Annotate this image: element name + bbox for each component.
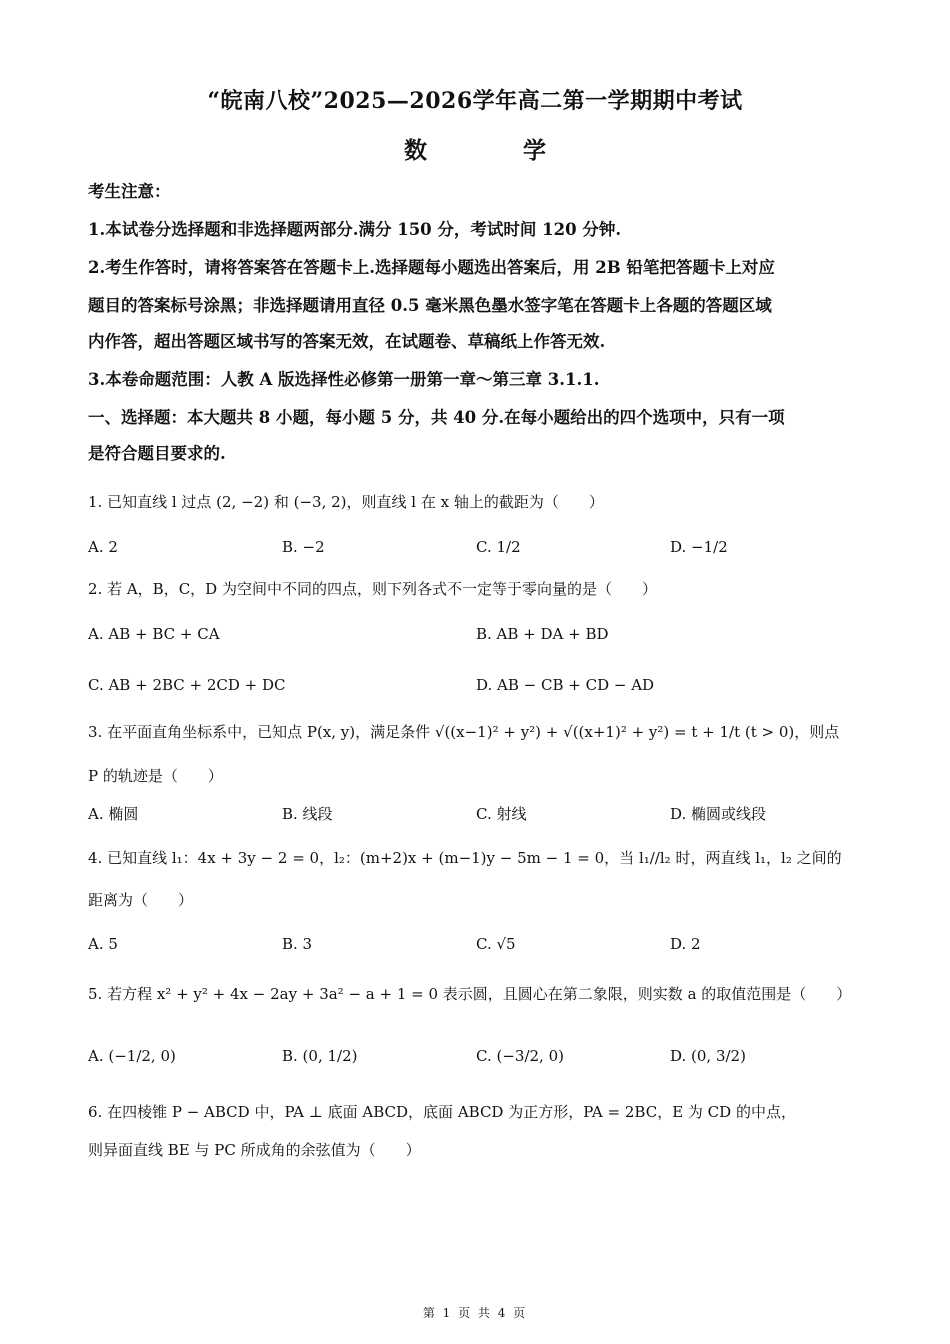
question-6-line-2: 则异面直线 BE 与 PC 所成角的余弦值为（ ）: [88, 1141, 421, 1159]
q2-option-d: D. AB − CB + CD − AD: [476, 676, 655, 694]
page-footer: 第 1 页 共 4 页: [422, 1306, 528, 1320]
q5-option-a: A. (−1/2, 0): [88, 1047, 176, 1065]
q4-option-b: B. 3: [282, 935, 313, 953]
notice-item-1: 1.本试卷分选择题和非选择题两部分.满分 150 分，考试时间 120 分钟.: [88, 220, 622, 239]
q3-option-b: B. 线段: [282, 805, 333, 823]
q3-option-c: C. 射线: [476, 805, 527, 823]
q5-option-d: D. (0, 3/2): [670, 1047, 746, 1065]
subject-char-2: 学: [523, 137, 546, 164]
notice-item-2-line-3: 内作答，超出答题区域书写的答案无效，在试题卷、草稿纸上作答无效.: [88, 332, 606, 351]
question-6-line-1: 6. 在四棱锥 P − ABCD 中，PA ⊥ 底面 ABCD，底面 ABCD 为正方形，PA = 2BC，E 为 CD 的中点，: [88, 1103, 796, 1121]
q1-option-c: C. 1/2: [476, 538, 521, 556]
notice-item-3: 3.本卷命题范围：人教 A 版选择性必修第一册第一章～第三章 3.1.1.: [88, 370, 600, 389]
notice-heading: 考生注意：: [88, 182, 171, 201]
q2-option-c: C. AB + 2BC + 2CD + DC: [88, 676, 286, 694]
question-3-line-2: P 的轨迹是（ ）: [88, 767, 223, 785]
question-2: 2. 若 A，B，C，D 为空间中不同的四点，则下列各式不一定等于零向量的是（ ）: [88, 580, 657, 598]
q3-option-a: A. 椭圆: [88, 805, 139, 823]
q1-option-d: D. −1/2: [670, 538, 728, 556]
question-4-line-2: 距离为（ ）: [88, 891, 194, 909]
q5-option-c: C. (−3/2, 0): [476, 1047, 564, 1065]
q4-option-c: C. √5: [476, 935, 516, 953]
notice-item-2-line-2: 题目的答案标号涂黑；非选择题请用直径 0.5 毫米黑色墨水签字笔在答题卡上各题的答题区域: [88, 296, 772, 315]
notice-item-2-line-1: 2.考生作答时，请将答案答在答题卡上.选择题每小题选出答案后，用 2B 铅笔把答题卡上对应: [88, 258, 775, 277]
section-heading-line-1: 一、选择题：本大题共 8 小题，每小题 5 分，共 40 分.在每小题给出的四个选项中，只有一项: [88, 408, 785, 427]
subject-char-1: 数: [404, 137, 427, 164]
q4-option-a: A. 5: [88, 935, 118, 953]
q3-option-d: D. 椭圆或线段: [670, 805, 767, 823]
section-heading-line-2: 是符合题目要求的.: [88, 444, 226, 463]
question-1: 1. 已知直线 l 过点 (2, −2) 和 (−3, 2)，则直线 l 在 x 轴上的截距为（ ）: [88, 493, 604, 511]
q1-option-a: A. 2: [88, 538, 118, 556]
q4-option-d: D. 2: [670, 935, 701, 953]
q5-option-b: B. (0, 1/2): [282, 1047, 358, 1065]
subject-heading: [0, 132, 950, 165]
question-5: 5. 若方程 x² + y² + 4x − 2ay + 3a² − a + 1 = 0 表示圆，且圆心在第二象限，则实数 a 的取值范围是（ ）: [88, 985, 852, 1003]
q2-option-b: B. AB + DA + BD: [476, 625, 609, 643]
question-4-line-1: 4. 已知直线 l₁：4x + 3y − 2 = 0，l₂：(m+2)x + (m−1)y − 5m − 1 = 0，当 l₁//l₂ 时，两直线 l₁，l₂ 之间的: [88, 849, 842, 867]
q2-option-a: A. AB + BC + CA: [88, 625, 220, 643]
question-3-line-1: 3. 在平面直角坐标系中，已知点 P(x, y)，满足条件 √((x−1)² + y²) + √((x+1)² + y²) = t + 1/t (t > 0)，则点: [88, 723, 840, 741]
exam-title: “皖南八校”2025—2026学年高二第一学期期中考试: [207, 88, 743, 114]
q1-option-b: B. −2: [282, 538, 325, 556]
